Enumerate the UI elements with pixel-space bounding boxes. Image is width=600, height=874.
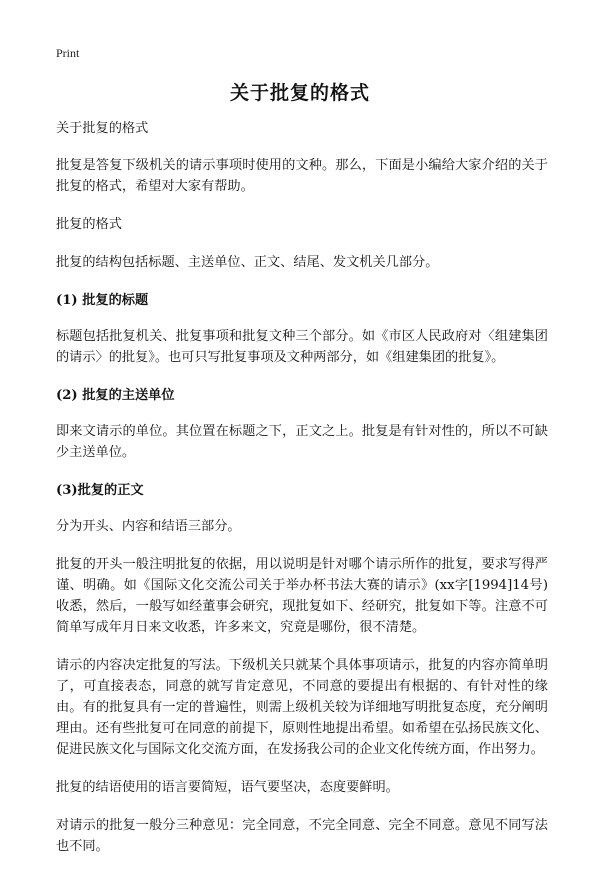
paragraph-intro: 批复是答复下级机关的请示事项时使用的文种。那么，下面是小编给大家介绍的关于批复的格式，希望对大家有帮助。 — [56, 158, 548, 194]
section-heading-title: (1) 批复的标题 — [56, 293, 149, 308]
print-label: Print — [56, 46, 80, 60]
paragraph-subtitle: 关于批复的格式 — [56, 121, 149, 136]
paragraph-title-desc: 标题包括批复机关、批复事项和批复文种三个部分。如《市区人民政府对〈组建集团的请示〉的批复》。也可只写批复事项及文种两部分，如《组建集团的批复》。 — [56, 329, 548, 365]
paragraph-closing: 批复的结语使用的语言要简短，语气要坚决，态度要鲜明。 — [56, 780, 399, 795]
page-title: 关于批复的格式 — [229, 82, 370, 104]
section-heading-recipient: (2) 批复的主送单位 — [56, 388, 175, 403]
paragraph-body-parts: 分为开头、内容和结语三部分。 — [56, 519, 241, 534]
section-heading-body: (3)批复的正文 — [56, 483, 144, 498]
paragraph-content: 请示的内容决定批复的写法。下级机关只就某个具体事项请示，批复的内容亦简单明了，可直接表态，同意的就写肯定意见，不同意的要提出有根据的、有针对性的缘由。有的批复具有一定的普遍性，则需上级机关较为详细地写明批复态度，充分阐明理由。还有些批复可在同意的前提下，原则性地提出希望。如希望在弘扬民族文化、促进民族文化与国际文化交流方面，在发扬我公司的企业文化传统方面，作出努力。 — [56, 658, 548, 757]
paragraph-opinions: 对请示的批复一般分三种意见：完全同意，不完全同意、完全不同意。意见不同写法也不同。 — [56, 818, 548, 854]
paragraph-format-label: 批复的格式 — [56, 217, 122, 232]
document-body — [56, 118, 548, 874]
paragraph-opening: 批复的开头一般注明批复的依据，用以说明是针对哪个请示所作的批复，要求写得严谨、明确。如《国际文化交流公司关于举办杯书法大赛的请示》(xx字[1994]14号)收悉，然后，一般写如经董事会研究，现批复如下、经研究，批复如下等。注意不可简单写成年月日来文收悉，许多来文，究竟是哪份，很不清楚。 — [56, 557, 548, 635]
paragraph-recipient-desc: 即来文请示的单位。其位置在标题之下，正文之上。批复是有针对性的，所以不可缺少主送单位。 — [56, 424, 548, 460]
paragraph-structure: 批复的结构包括标题、主送单位、正文、结尾、发文机关几部分。 — [56, 255, 439, 270]
